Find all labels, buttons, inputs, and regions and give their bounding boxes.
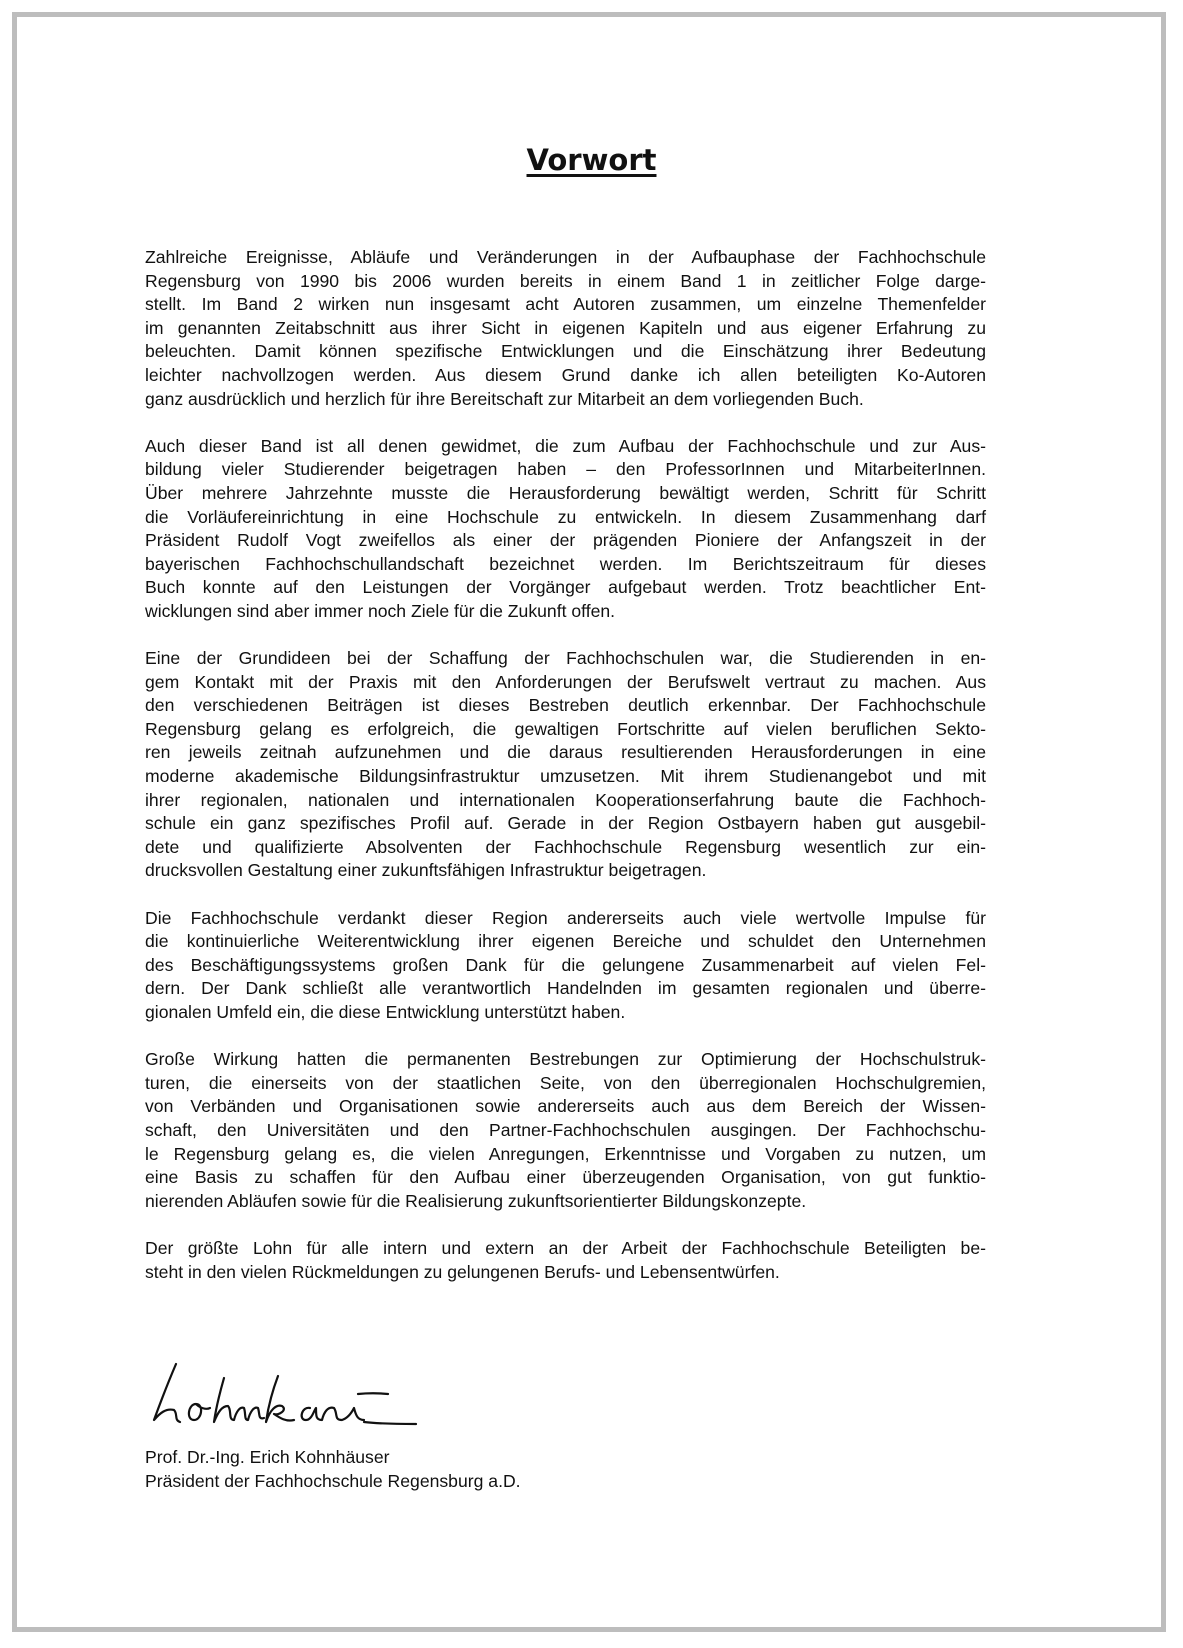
text-line: im genannten Zeitabschnitt aus ihrer Sicht in eigenen Kapiteln und aus eigener Erfahrung zu: [145, 317, 986, 338]
text-line: Regensburg gelang es erfolgreich, die gewaltigen Fortschritte auf vielen beruflichen Sekto-: [145, 718, 986, 739]
text-line: Über mehrere Jahrzehnte musste die Herausforderung bewältigt werden, Schritt für Schritt: [145, 482, 986, 503]
text-line: moderne akademische Bildungsinfrastruktur umzusetzen. Mit ihrem Studienangebot und mit: [145, 766, 986, 787]
text-line: schule ein ganz spezifisches Profil auf. Gerade in der Region Ostbayern haben gut ausgebil-: [145, 813, 986, 834]
paragraph: [145, 907, 986, 1025]
text-line: turen, die einerseits von der staatlichen Seite, von den überregionalen Hochschulgremien,: [145, 1072, 986, 1093]
text-line: dern. Der Dank schließt alle verantwortlich Handelnden im gesamten regionalen und überre-: [145, 978, 986, 999]
signature-icon: [148, 1358, 428, 1433]
page-title: [0, 142, 1183, 178]
text-line: gem Kontakt mit der Praxis mit den Anforderungen der Berufswelt vertraut zu machen. Aus: [145, 671, 986, 692]
text-line: die Vorläufereinrichtung in eine Hochschule zu entwickeln. In diesem Zusammenhang darf: [145, 506, 986, 527]
text-line: stellt. Im Band 2 wirken nun insgesamt acht Autoren zusammen, um einzelne Themenfelder: [145, 294, 986, 315]
text-line: den verschiedenen Beiträgen ist dieses Bestreben deutlich erkennbar. Der Fachhochschule: [145, 695, 986, 716]
text-line: ren jeweils zeitnah aufzunehmen und die daraus resultierenden Herausforderungen in eine: [145, 742, 986, 763]
text-line: wicklungen sind aber immer noch Ziele für die Zukunft offen.: [145, 600, 616, 621]
text-line: Auch dieser Band ist all denen gewidmet, die zum Aufbau der Fachhochschule und zur Aus-: [145, 435, 986, 456]
author-role: Präsident der Fachhochschule Regensburg a.D.: [145, 1470, 521, 1491]
paragraph: [145, 246, 986, 411]
text-line: Die Fachhochschule verdankt dieser Region andererseits auch viele wertvolle Impulse für: [145, 907, 986, 928]
text-line: beleuchten. Damit können spezifische Entwicklungen und die Einschätzung ihrer Bedeutung: [145, 341, 986, 362]
text-line: eine Basis zu schaffen für den Aufbau einer überzeugenden Organisation, von gut funktio-: [145, 1167, 986, 1188]
text-line: Buch konnte auf den Leistungen der Vorgänger aufgebaut werden. Trotz beachtlicher Ent-: [145, 577, 986, 598]
text-line: Eine der Grundideen bei der Schaffung der Fachhochschulen war, die Studierenden in en-: [145, 648, 986, 669]
text-line: des Beschäftigungssystems großen Dank für die gelungene Zusammenarbeit auf vielen Fel-: [145, 954, 986, 975]
text-line: die kontinuierliche Weiterentwicklung ihrer eigenen Bereiche und schuldet den Unternehmen: [145, 931, 986, 952]
paragraph: [145, 647, 986, 883]
text-line: bayerischen Fachhochschullandschaft bezeichnet werden. Im Berichtszeitraum für dieses: [145, 553, 986, 574]
text-line: Große Wirkung hatten die permanenten Bestrebungen zur Optimierung der Hochschulstruk-: [145, 1049, 986, 1070]
text-line: Der größte Lohn für alle intern und extern an der Arbeit der Fachhochschule Beteiligten be-: [145, 1237, 986, 1258]
paragraph: [145, 1237, 986, 1284]
text-line: ganz ausdrücklich und herzlich für ihre Bereitschaft zur Mitarbeit an dem vorliegenden Buch.: [145, 388, 864, 409]
closing-block: [145, 1446, 521, 1493]
text-line: leichter nachvollzogen werden. Aus diesem Grund danke ich allen beteiligten Ko-Autoren: [145, 364, 986, 385]
text-line: dete und qualifizierte Absolventen der Fachhochschule Regensburg wesentlich zur ein-: [145, 836, 986, 857]
title-text: Vorwort: [526, 143, 657, 177]
text-line: Präsident Rudolf Vogt zweifellos als einer der prägenden Pioniere der Anfangszeit in der: [145, 530, 986, 551]
text-line: gionalen Umfeld ein, die diese Entwicklung unterstützt haben.: [145, 1002, 626, 1022]
text-line: von Verbänden und Organisationen sowie andererseits auch aus dem Bereich der Wissen-: [145, 1096, 986, 1117]
text-line: drucksvollen Gestaltung einer zukunftsfähigen Infrastruktur beigetragen.: [145, 860, 707, 881]
text-line: nierenden Abläufen sowie für die Realisierung zukunftsorientierter Bildungskonzepte.: [145, 1190, 807, 1211]
text-line: bildung vieler Studierender beigetragen haben – den ProfessorInnen und MitarbeiterInnen.: [145, 459, 986, 480]
paragraph: [145, 435, 986, 624]
text-line: Zahlreiche Ereignisse, Abläufe und Veränderungen in der Aufbauphase der Fachhochschule: [145, 247, 986, 267]
text-line: le Regensburg gelang es, die vielen Anregungen, Erkenntnisse und Vorgaben zu nutzen, um: [145, 1143, 986, 1164]
document-body: [145, 246, 986, 1308]
author-name: Prof. Dr.-Ing. Erich Kohnhäuser: [145, 1447, 390, 1467]
paragraph: [145, 1048, 986, 1213]
text-line: steht in den vielen Rückmeldungen zu gelungenen Berufs- und Lebensentwürfen.: [145, 1261, 780, 1282]
text-line: Regensburg von 1990 bis 2006 wurden bereits in einem Band 1 in zeitlicher Folge darge-: [145, 270, 986, 291]
text-line: schaft, den Universitäten und den Partner-Fachhochschulen ausgingen. Der Fachhochschu-: [145, 1119, 986, 1140]
text-line: ihrer regionalen, nationalen und internationalen Kooperationserfahrung baute die Fachhoch-: [145, 789, 986, 810]
